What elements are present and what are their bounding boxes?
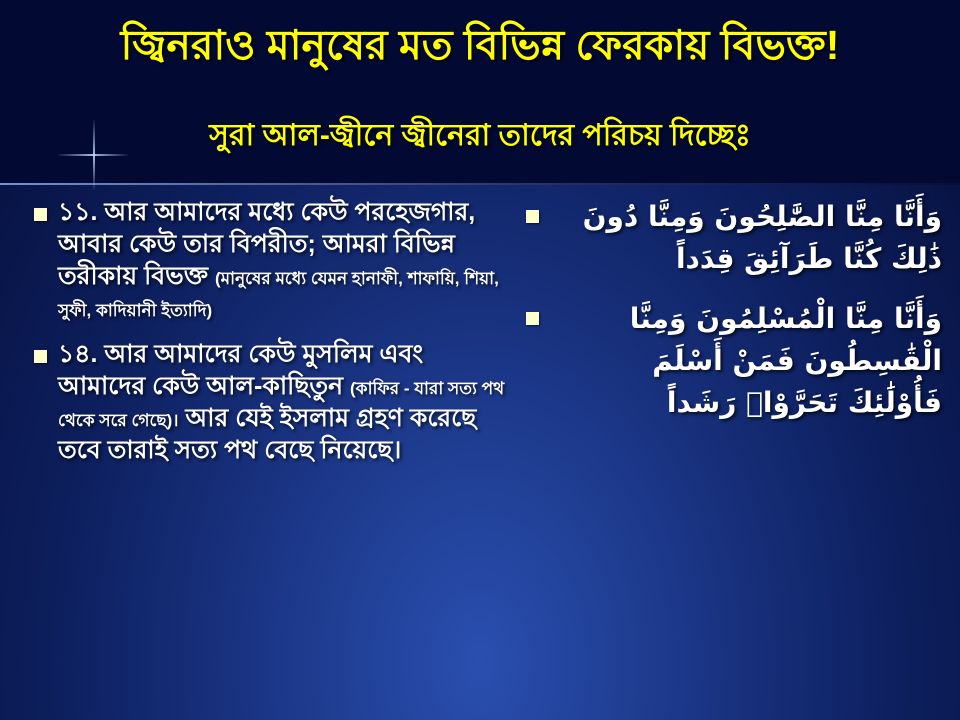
slide-subtitle: সুরা আল-জ্বীনে জ্বীনেরা তাদের পরিচয় দিচ্ছেঃ bbox=[209, 119, 751, 152]
bullet-main-text: ১৪. আর আমাদের কেউ মুসলিম এবং আমাদের কেউ আল-কাছিতুন bbox=[58, 340, 424, 400]
bullet-note-text: (মানুষের মধ্যে যেমন হানাফী, শাফায়ি, শিয়া, সুফী, কাদিয়ানী ইত্যাদি) bbox=[58, 269, 499, 320]
square-bullet-icon bbox=[526, 210, 539, 223]
bullet-content bbox=[58, 196, 510, 324]
slide-title: জ্বিনরাও মানুষের মত বিভিন্ন ফেরকায় বিভক্ত! bbox=[120, 22, 840, 68]
bullet-main-text-continued: আর যেই ইসলাম গ্রহণ করেছে তবে তারাই সত্য পথ বেছে নিয়েছে। bbox=[58, 404, 477, 464]
bullet-note-text: (কাফির - যারা সত্য পথ থেকে সরে গেছে)। bbox=[58, 379, 505, 430]
crosshair-horizontal-line bbox=[58, 154, 128, 156]
square-bullet-icon bbox=[34, 208, 47, 221]
square-bullet-icon bbox=[526, 312, 539, 325]
arabic-verse-column bbox=[520, 196, 960, 442]
list-item bbox=[34, 338, 510, 466]
square-bullet-icon bbox=[34, 350, 47, 363]
bullet-main-text: ১১. আর আমাদের মধ্যে কেউ পরহেজগার, আবার কেউ তার বিপরীত; আমরা বিভিন্ন তরীকায় বিভক্ত bbox=[58, 198, 476, 290]
list-item bbox=[526, 298, 942, 424]
slide-body bbox=[0, 196, 960, 696]
arabic-verse-text: وَأَنَّا مِنَّا الْمُسْلِمُونَ وَمِنَّا الْقَٰسِطُونَ فَمَنْ أَسْلَمَ فَأُوْلَٰئِكَ تَحَرَّوْا۟ رَشَداً bbox=[629, 302, 942, 419]
bullet-content bbox=[58, 338, 510, 466]
list-item bbox=[34, 196, 510, 324]
arabic-verse-text: وَأَنَّا مِنَّا الصَّٰلِحُونَ وَمِنَّا دُونَ ذَٰلِكَ كُنَّا طَرَآئِقَ قِدَداً bbox=[582, 200, 942, 275]
bengali-text-column bbox=[0, 196, 520, 480]
list-item bbox=[526, 196, 942, 280]
